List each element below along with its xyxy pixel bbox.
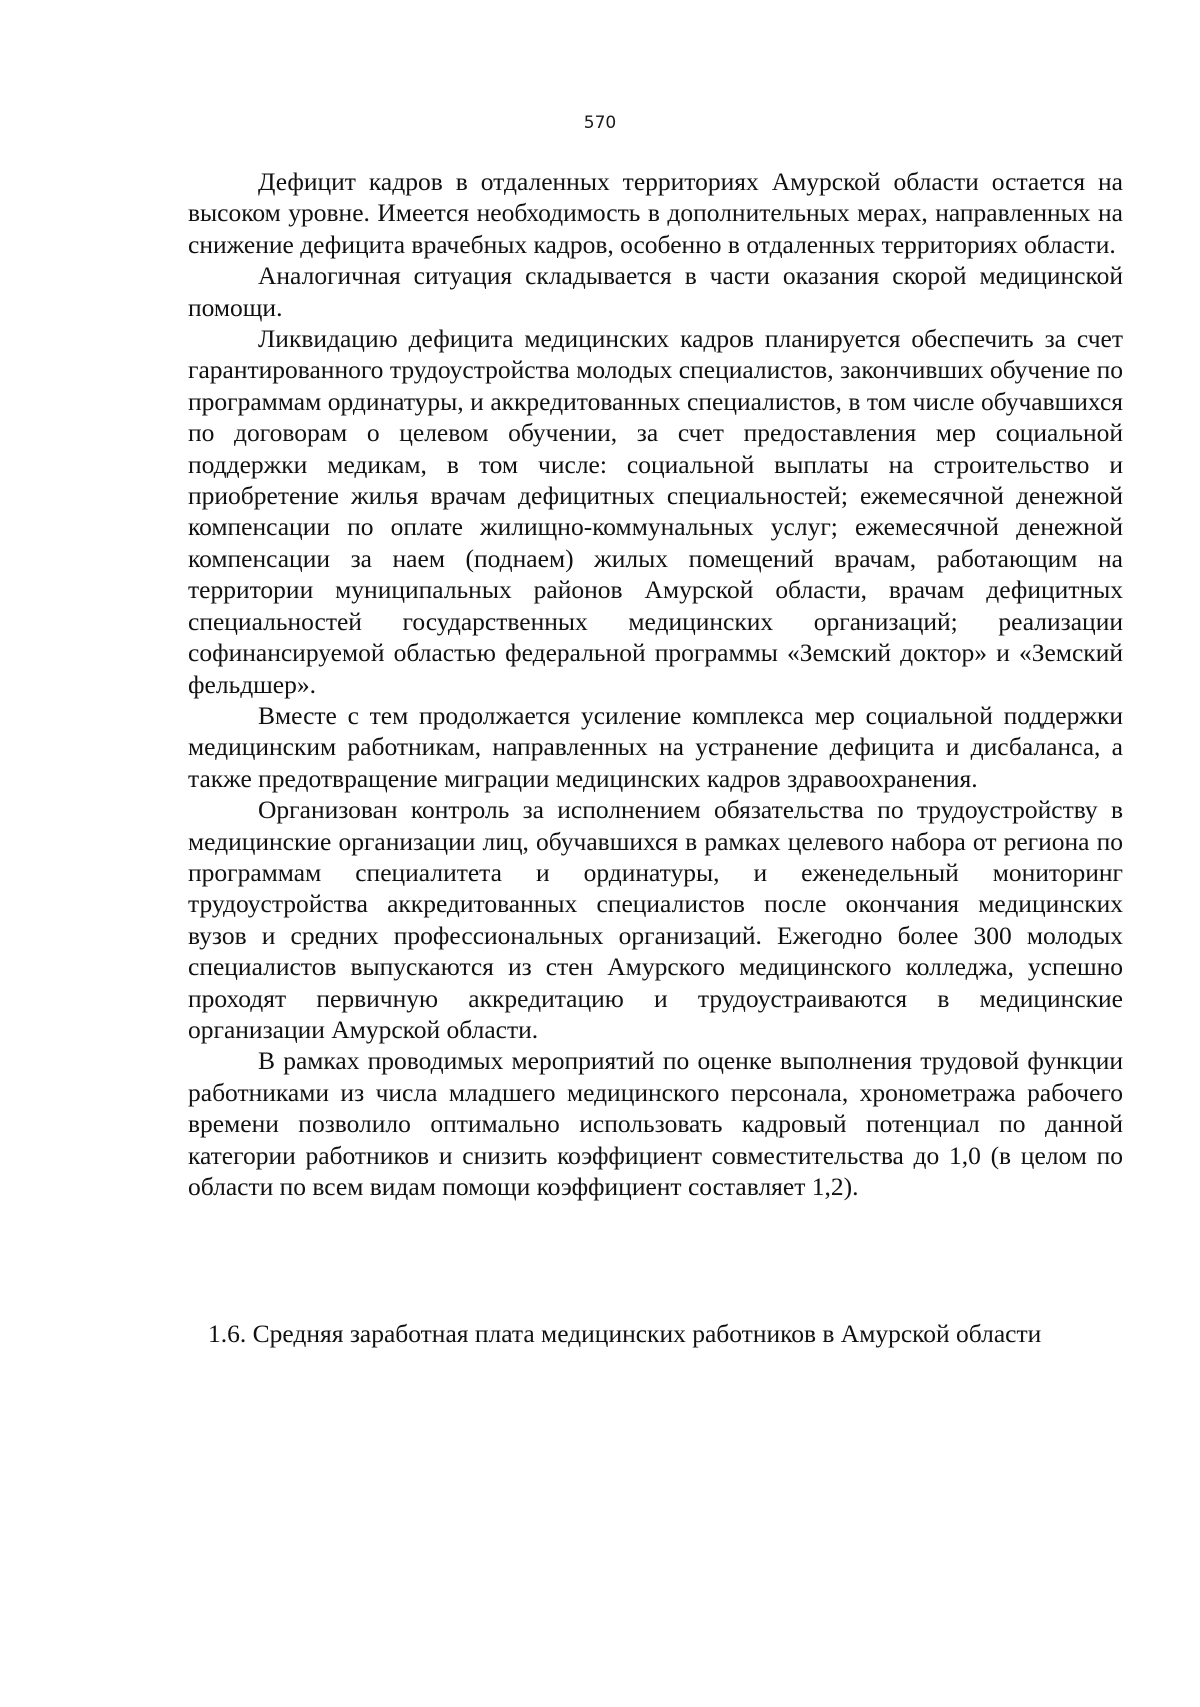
paragraph-part-time-coefficient: В рамках проводимых мероприятий по оценке выполнения трудовой функции работниками из числа младшего медицинского персонала, хронометража рабочего времени позволило оптимально использовать кадровый потенциал по данной категории работников и снизить коэффициент совместительства до 1,0 (в целом по области по всем видам помощи коэффициент составляет 1,2). <box>188 1046 1123 1201</box>
section-heading: 1.6. Средняя заработная плата медицинских работников в Амурской области <box>208 1319 1042 1348</box>
paragraph-social-support: Вместе с тем продолжается усиление комплекса мер социальной поддержки медицинским работникам, направленных на устранение дефицита и дисбаланса, а также предотвращение миграции медицинских кадров здравоохранения. <box>188 700 1123 793</box>
paragraph-shortage-elimination-measures: Ликвидацию дефицита медицинских кадров планируется обеспечить за счет гарантированного трудоустройства молодых специалистов, закончивших обучение по программам ординатуры, и аккредитованных специалистов, в том числе обучавшихся по договорам о целевом обучении, за счет предоставления мер социальной поддержки медикам, в том числе: социальной выплаты на строительство и приобретение жилья врачам дефицитных специальностей; ежемесячной денежной компенсации по оплате жилищно-коммунальных услуг; ежемесячной денежной компенсации за наем (поднаем) жилых помещений врачам, работающим на территории муниципальных районов Амурской области, врачам дефицитных специальностей государственных медицинских организаций; реализации софинансируемой областью федеральной программы «Земский доктор» и «Земский фельдшер». <box>188 324 1123 699</box>
page-number: 570 <box>583 113 617 133</box>
document-body <box>188 166 1123 1202</box>
paragraph-emergency-care: Аналогичная ситуация складывается в части оказания скорой медицинской помощи. <box>188 261 1123 322</box>
paragraph-personnel-shortage: Дефицит кадров в отдаленных территориях Амурской области остается на высоком уровне. Имеется необходимость в дополнительных мерах, направленных на снижение дефицита врачебных кадров, особенно в отдаленных территориях области. <box>188 167 1123 259</box>
paragraph-employment-control: Организован контроль за исполнением обязательства по трудоустройству в медицинские организации лиц, обучавшихся в рамках целевого набора от региона по программам специалитета и ординатуры, и еженедельный мониторинг трудоустройства аккредитованных специалистов после окончания медицинских вузов и средних профессиональных организаций. Ежегодно более 300 молодых специалистов выпускаются из стен Амурского медицинского колледжа, успешно проходят первичную аккредитацию и трудоустраиваются в медицинские организации Амурской области. <box>188 795 1123 1044</box>
